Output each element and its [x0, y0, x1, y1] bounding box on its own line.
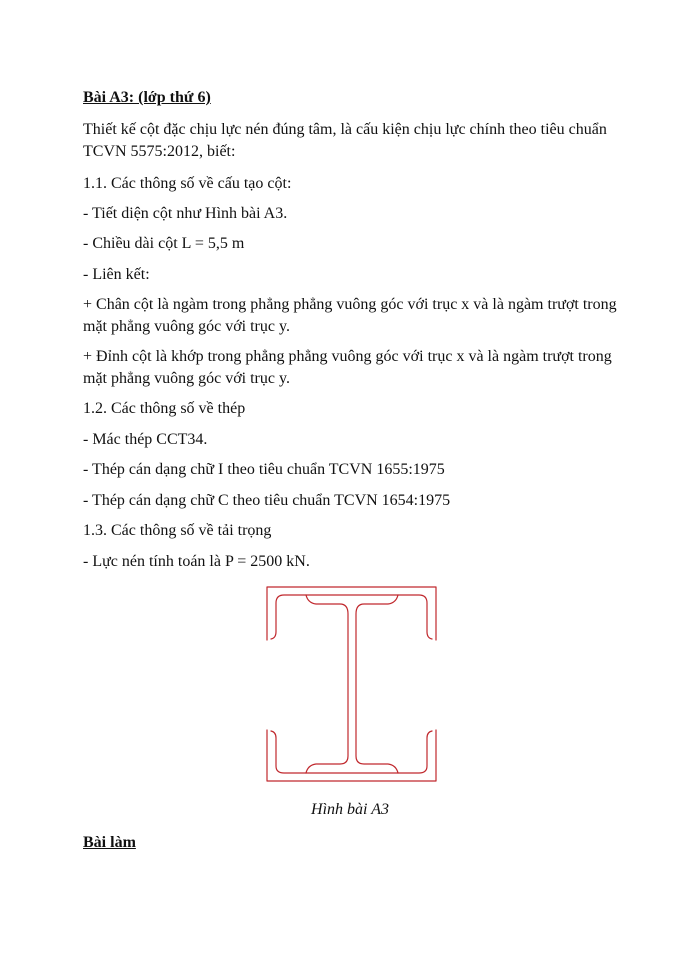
boundary-condition-base-line-2: mặt phẳng vuông góc với trục y. — [83, 318, 290, 335]
section-1-item: - Chiều dài cột L = 5,5 m — [83, 235, 245, 252]
intro-text-line-1: Thiết kế cột đặc chịu lực nén đúng tâm, là cấu kiện chịu lực chính theo tiêu chuẩn — [83, 121, 607, 138]
intro-text-line-2: TCVN 5575:2012, biết: — [83, 143, 236, 160]
section-1-title: 1.1. Các thông số về cấu tạo cột: — [83, 175, 292, 192]
problem-heading: Bài A3: (lớp thứ 6) — [83, 89, 211, 106]
section-2-item: - Thép cán dạng chữ I theo tiêu chuẩn TCVN 1655:1975 — [83, 461, 445, 478]
boundary-condition-base-line-1: + Chân cột là ngàm trong phẳng phẳng vuông góc với trục x và là ngàm trượt trong — [83, 296, 617, 313]
top-channel-inner — [271, 595, 432, 639]
section-2-item: - Mác thép CCT34. — [83, 431, 208, 448]
section-1-item: - Liên kết: — [83, 266, 150, 283]
i-beam-left-profile — [306, 595, 348, 773]
boundary-condition-top-line-1: + Đỉnh cột là khớp trong phẳng phẳng vuông góc với trục x và là ngàm trượt trong — [83, 348, 612, 365]
section-1-item: - Tiết diện cột như Hình bài A3. — [83, 205, 288, 222]
answer-heading: Bài làm — [83, 834, 136, 851]
bottom-channel-inner — [271, 731, 432, 773]
section-2-item: - Thép cán dạng chữ C theo tiêu chuẩn TCVN 1654:1975 — [83, 492, 451, 509]
section-3-item: - Lực nén tính toán là P = 2500 kN. — [83, 553, 310, 570]
i-beam-right-profile — [356, 595, 398, 773]
figure-caption: Hình bài A3 — [311, 801, 389, 818]
section-3-title: 1.3. Các thông số về tải trọng — [83, 522, 272, 539]
boundary-condition-top-line-2: mặt phẳng vuông góc với trục y. — [83, 370, 290, 387]
section-2-title: 1.2. Các thông số về thép — [83, 400, 246, 417]
